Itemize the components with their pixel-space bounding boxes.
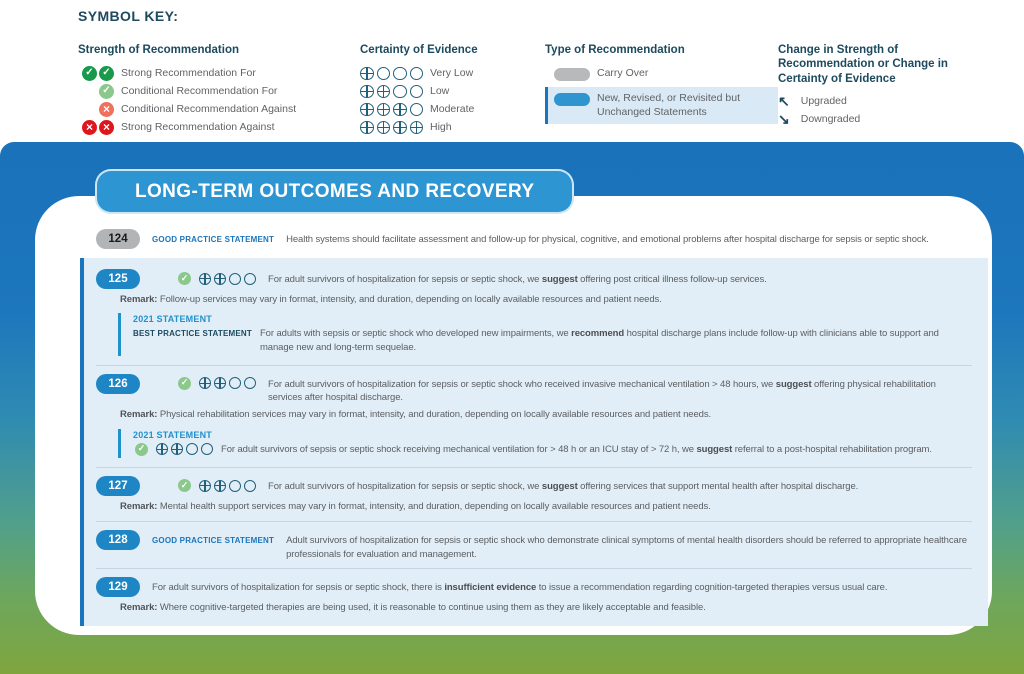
remark-text: Remark: Physical rehabilitation services may vary in format, intensity, and duration, depending on locally available resources and patient needs. bbox=[120, 409, 712, 421]
statement-2021-line bbox=[133, 327, 972, 354]
statement-text: Adult survivors of hospitalization for sepsis or septic shock who demonstrate clinical symptoms of mental health disorders should be referred to appropriate healthcare professionals for evaluation and management. bbox=[286, 535, 967, 560]
recommendation-block bbox=[80, 258, 988, 626]
change-items bbox=[778, 94, 1016, 126]
strength-certainty-icons bbox=[178, 377, 256, 390]
statement-text: Health systems should facilitate assessment and follow-up for physical, cognitive, and emotional problems after hospital discharge for sepsis or septic shock. bbox=[286, 234, 929, 245]
key-item-label: Carry Over bbox=[597, 67, 649, 80]
statement-line bbox=[96, 476, 972, 496]
symbol-key-columns bbox=[78, 43, 1016, 137]
good-practice-statement-tag: GOOD PRACTICE STATEMENT bbox=[152, 536, 275, 546]
type-items bbox=[545, 65, 778, 123]
carry-over-pill-icon bbox=[554, 68, 590, 81]
statement-number-pill: 128 bbox=[96, 530, 140, 550]
certainty-grade-icon bbox=[360, 85, 423, 99]
certainty-grade-icon bbox=[360, 103, 423, 117]
strength-key-item bbox=[78, 119, 360, 135]
remark-text: Remark: Mental health support services may vary in format, intensity, and duration, depending on locally available resources and patient needs. bbox=[120, 501, 711, 513]
intro-row-container bbox=[35, 229, 992, 249]
section-title: LONG-TERM OUTCOMES AND RECOVERY bbox=[95, 169, 574, 214]
key-item-label: Conditional Recommendation Against bbox=[121, 103, 297, 116]
downgraded-key-item bbox=[778, 112, 1016, 126]
key-item-label: High bbox=[430, 121, 452, 134]
certainty-grade-icon bbox=[199, 377, 256, 389]
statement-text: For adult survivors of hospitalization for sepsis or septic shock, there is insufficient evidence to issue a recommendation regarding cognition-targeted therapies versus usual care. bbox=[152, 581, 888, 593]
statement-number-pill: 126 bbox=[96, 374, 140, 394]
strength-key-item bbox=[78, 65, 360, 81]
recommendation-row-125 bbox=[96, 261, 972, 365]
key-item-label: Very Low bbox=[430, 67, 474, 80]
conditional-x-icon: × bbox=[99, 102, 114, 117]
carry-over-key-item bbox=[545, 65, 778, 83]
recommendation-row-127 bbox=[96, 467, 972, 521]
conditional-check-icon: ✓ bbox=[178, 377, 191, 390]
statement-2021-text: For adults with sepsis or septic shock who developed new impairments, we recommend hospital discharge plans include follow-up with clinicians able to support and manage new and long-term sequelae. bbox=[259, 328, 939, 353]
good-practice-statement-tag: GOOD PRACTICE STATEMENT bbox=[152, 235, 275, 244]
strength-icon-cluster bbox=[78, 66, 114, 81]
type-heading: Type of Recommendation bbox=[545, 44, 685, 56]
strong-check-icon: ✓ bbox=[82, 66, 97, 81]
statement-number-pill: 124 bbox=[96, 229, 140, 249]
key-item-label: Upgraded bbox=[800, 95, 847, 108]
conditional-check-icon: ✓ bbox=[135, 443, 148, 456]
certainty-grade-icon bbox=[360, 121, 423, 135]
strength-icon-cluster bbox=[78, 84, 114, 99]
remark-text: Remark: Follow-up services may vary in format, intensity, and duration, depending on locally available resources and patient needs. bbox=[120, 294, 662, 305]
statement-line bbox=[96, 374, 972, 405]
strength-certainty-icons bbox=[178, 272, 256, 285]
statement-text: For adult survivors of hospitalization for sepsis or septic shock, we suggest offering post critical illness follow-up services. bbox=[268, 274, 767, 285]
statement-2021-line bbox=[133, 443, 972, 456]
key-item-label: New, Revised, or Revisited but Unchanged Statements bbox=[597, 92, 740, 118]
change-in-strength-column bbox=[778, 43, 1016, 137]
strength-heading: Strength of Recommendation bbox=[78, 44, 240, 56]
statement-line bbox=[96, 269, 972, 289]
strength-of-recommendation-column bbox=[78, 43, 360, 137]
certainty-grade-icon bbox=[156, 443, 213, 455]
key-item-label: Moderate bbox=[430, 103, 475, 116]
strength-items bbox=[78, 65, 360, 135]
downgraded-arrow-icon: ↘ bbox=[778, 111, 790, 128]
certainty-key-item bbox=[360, 65, 545, 81]
certainty-items bbox=[360, 65, 545, 135]
conditional-check-icon: ✓ bbox=[99, 84, 114, 99]
statement-line bbox=[96, 577, 972, 597]
strength-key-item bbox=[78, 83, 360, 99]
statement-2021-text: For adult survivors of sepsis or septic shock receiving mechanical ventilation for > 48 h or an ICU stay of > 72 h, we suggest referral to a post-hospital rehabilitation program. bbox=[221, 443, 932, 455]
statement-line bbox=[96, 229, 974, 249]
certainty-grade-icon bbox=[360, 67, 423, 81]
statement-text: For adult survivors of hospitalization for sepsis or septic shock who received invasive mechanical ventilation > 48 hours, we suggest offering physical rehabilitation services after hospital discharge. bbox=[268, 378, 936, 404]
key-item-label: Strong Recommendation For bbox=[121, 67, 256, 80]
statement-2021-block bbox=[118, 313, 972, 356]
strength-key-item bbox=[78, 101, 360, 117]
best-practice-statement-tag: BEST PRACTICE STATEMENT bbox=[133, 329, 252, 339]
key-item-label: Low bbox=[430, 85, 450, 98]
remark-text: Remark: Where cognitive-targeted therapies are being used, it is reasonable to continue using them as they are likely acceptable and feasible. bbox=[120, 601, 706, 613]
strength-icon-cluster bbox=[78, 102, 114, 117]
strength-certainty-icons bbox=[135, 443, 213, 456]
strength-certainty-icons bbox=[178, 479, 256, 492]
strong-check-icon: ✓ bbox=[99, 66, 114, 81]
statement-2021-label: 2021 STATEMENT bbox=[133, 314, 212, 325]
content-card bbox=[35, 180, 992, 635]
strong-x-icon: × bbox=[99, 120, 114, 135]
conditional-check-icon: ✓ bbox=[178, 272, 191, 285]
recommendation-row-126 bbox=[96, 365, 972, 467]
new-revised-key-item bbox=[545, 87, 778, 123]
key-item-label: Downgraded bbox=[800, 113, 861, 126]
main-panel bbox=[0, 142, 1024, 674]
card-body bbox=[35, 196, 992, 635]
symbol-key bbox=[78, 8, 1016, 137]
change-heading: Change in Strength of Recommendation or Change in Certainty of Evidence bbox=[778, 44, 948, 85]
certainty-grade-icon bbox=[199, 480, 256, 492]
upgraded-arrow-icon: ↖ bbox=[778, 93, 790, 110]
type-of-recommendation-column bbox=[545, 43, 778, 137]
recommendation-row-129 bbox=[96, 568, 972, 622]
certainty-of-evidence-column bbox=[360, 43, 545, 137]
certainty-key-item bbox=[360, 101, 545, 117]
upgraded-key-item bbox=[778, 94, 1016, 108]
conditional-check-icon: ✓ bbox=[178, 479, 191, 492]
statement-2021-block bbox=[118, 429, 972, 458]
statement-number-pill: 125 bbox=[96, 269, 140, 289]
certainty-heading: Certainty of Evidence bbox=[360, 44, 478, 56]
strong-x-icon: × bbox=[82, 120, 97, 135]
new-revised-pill-icon bbox=[554, 93, 590, 106]
recommendation-row-128 bbox=[96, 521, 972, 568]
symbol-key-title: SYMBOL KEY: bbox=[78, 8, 179, 24]
certainty-grade-icon bbox=[199, 273, 256, 285]
key-item-label: Conditional Recommendation For bbox=[121, 85, 278, 98]
certainty-key-item bbox=[360, 119, 545, 135]
certainty-key-item bbox=[360, 83, 545, 99]
statement-2021-label: 2021 STATEMENT bbox=[133, 429, 212, 440]
statement-number-pill: 127 bbox=[96, 476, 140, 496]
statement-text: For adult survivors of hospitalization for sepsis or septic shock, we suggest offering services that support mental health after hospital discharge. bbox=[268, 481, 859, 493]
statement-number-pill: 129 bbox=[96, 577, 140, 597]
key-item-label: Strong Recommendation Against bbox=[121, 121, 275, 134]
recommendation-row-124 bbox=[96, 229, 974, 249]
strength-icon-cluster bbox=[78, 120, 114, 135]
statement-line bbox=[96, 530, 972, 561]
